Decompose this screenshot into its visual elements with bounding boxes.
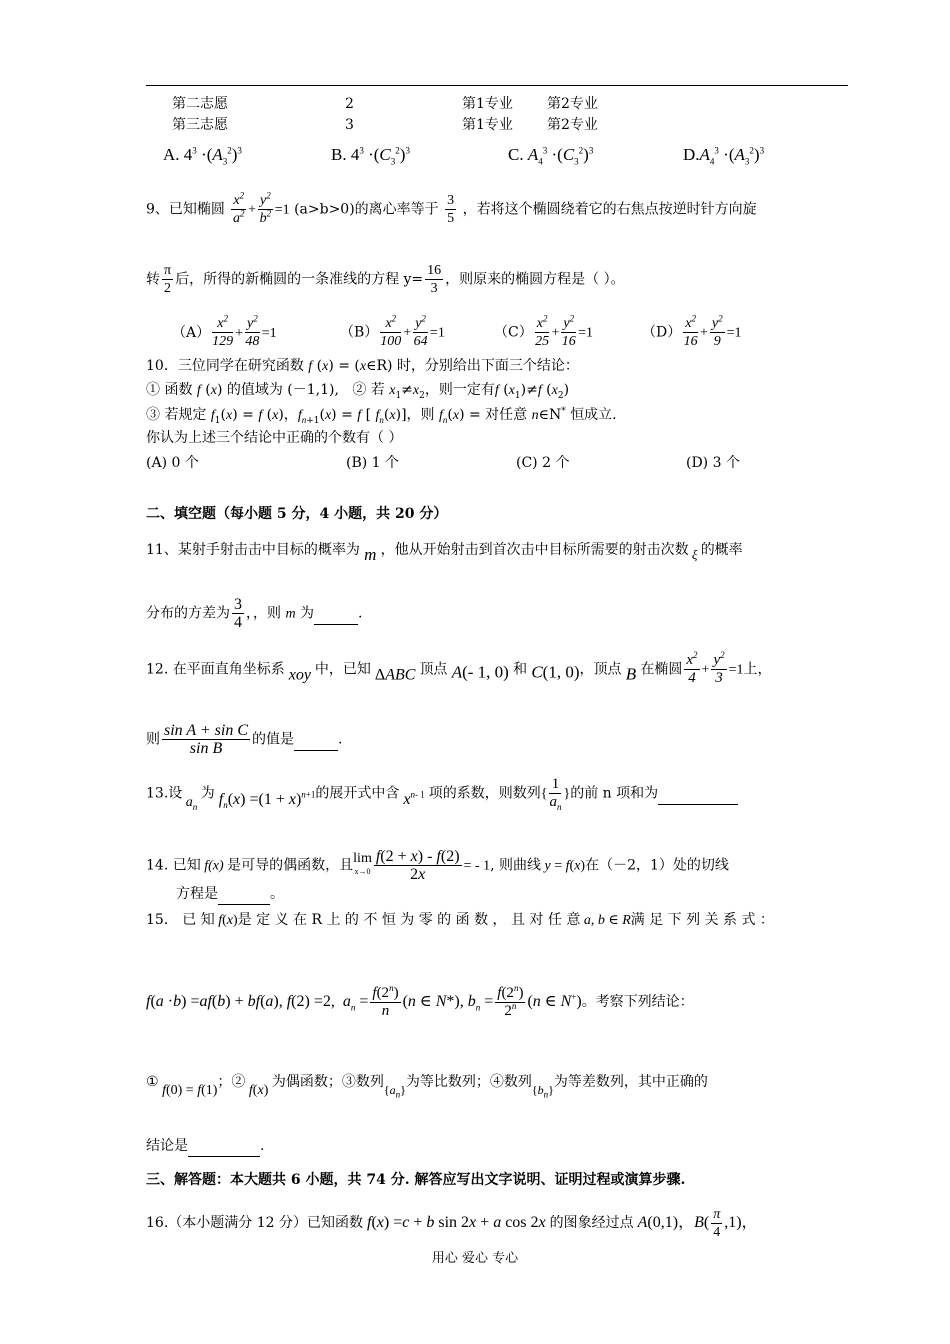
q10-question: 你认为上述三个结论中正确的个数有（ ）	[146, 430, 403, 446]
q8-option-d: $D.A_4^3 \cdot(A_3^2)^3$	[683, 145, 765, 167]
q14-line1: 14. 已知 f(x) 是可导的偶函数，且lim x→0 $\frac{f(2 + x) - f(2)}{2x}$ = - 1, 则曲线 y = f(x)在（－2，1）处的切线	[146, 848, 729, 883]
q14-text: , 则曲线	[490, 857, 541, 874]
q10-text: 10．三位同学在研究函数	[146, 358, 304, 374]
q15-text: 是 定 义 在 R 上 的 不 恒 为 零 的 函 数 ， 且 对 任 意	[237, 912, 581, 928]
q11-text: ，则	[253, 605, 281, 622]
q10-text: 的值域为 (－1,1),	[226, 382, 339, 398]
row-label: 第三志愿	[172, 117, 228, 133]
q11-text: 分布的方差为	[146, 605, 230, 622]
frac-x2-a2: $\frac{x^2}{a^2}$	[232, 190, 245, 226]
q16-text: 16.（本小题满分 12 分）已知函数	[146, 1215, 363, 1232]
q12-text: 上，	[743, 661, 772, 678]
q11-text: 11、某射手射击击中目标的概率为	[146, 542, 360, 558]
q12-line1: 12. 在平面直角坐标系 xoy 中，已知 ΔABC 顶点 A(- 1, 0) 和 C(1, 0)，顶点 B 在椭圆 $\frac{x^2}{4}$ + $\frac{y^2}{3}$ =1上，	[146, 650, 772, 686]
q13-text: 项的系数，则数列	[428, 785, 541, 802]
row-num: 2	[345, 96, 354, 112]
q15-conclusions: ① f(0) = f(1)；② f(x) 为偶函数；③数列$\{a_n\}$为等比数列；④数列$\{b_n\}$为等差数列，其中正确的	[146, 1074, 708, 1100]
frac-3-4: $\frac{3}{4}$	[234, 596, 242, 631]
frac-sin: $\frac{\text{sin A + sin C}}{\text{sin B}}$	[164, 722, 249, 757]
q15-text: 结论是	[146, 1138, 188, 1154]
q9-text: 9、已知椭圆	[146, 201, 225, 218]
row-num: 3	[345, 117, 354, 133]
q10-option-d: (D) 3 个	[686, 455, 740, 471]
q8-option-c: C. $A_4^3 \cdot(C_3^2)^3$	[508, 145, 594, 167]
q12-text: .	[338, 731, 343, 748]
q14-text: 。	[270, 886, 284, 902]
q15-text: .	[260, 1138, 265, 1154]
q8-option-a: A. $4^3 \cdot(A_3^2)^3$	[163, 145, 242, 167]
q10-option-c: (C) 2 个	[516, 455, 570, 471]
header-row-3	[172, 115, 598, 135]
q15-text: ①	[146, 1074, 159, 1090]
q14-text: 14. 已知	[146, 857, 201, 874]
q12-text: 中，已知	[314, 661, 371, 678]
answer-blank[interactable]	[294, 730, 338, 751]
answer-blank[interactable]	[314, 604, 358, 625]
frac-16-3: $\frac{16}{3}$	[427, 263, 442, 296]
q8-options	[163, 145, 765, 167]
q11-text: ，他从开始射击到首次击中目标所需要的射击次数	[380, 542, 689, 558]
q9-text: ，则原来的椭圆方程是（ ）。	[445, 271, 625, 288]
q12-text: 和	[513, 661, 528, 678]
frac-pi-2: $\frac{\pi}{2}$	[164, 263, 172, 296]
q15-text: 为等差数列，其中正确的	[553, 1074, 708, 1090]
q11-text: .	[358, 605, 363, 622]
answer-blank[interactable]	[218, 884, 270, 905]
q10-text: ③ 若规定	[146, 407, 207, 423]
q9-option-b: （B） $\frac{x^2}{100}$ + $\frac{y^2}{64}$ =1	[340, 313, 445, 349]
frac-y2-b2: $\frac{y^2}{b^2}$	[259, 190, 272, 226]
q11-text: 为	[300, 605, 315, 622]
q14-text: 是可导的偶函数，且	[227, 857, 354, 874]
q10-option-a: (A) 0 个	[146, 455, 199, 471]
row-label: 第二志愿	[172, 96, 228, 112]
q14-line2	[176, 884, 284, 905]
q9-text: 后，所得的新椭圆的一条准线的方程 y=	[175, 271, 424, 288]
q10-text: 时，分别给出下面三个结论：	[396, 358, 579, 374]
q10-text: 恒成立.	[570, 407, 617, 423]
q13-text: 为	[200, 785, 215, 802]
q11-text: 的概率	[700, 542, 743, 558]
q9-text: (a>b>0)的离心率等于	[294, 201, 439, 218]
q11-line1: 11、某射手射击击中目标的概率为 m ，他从开始射击到首次击中目标所需要的射击次数 ξ 的概率	[146, 542, 743, 564]
q13-text: 13.设	[146, 785, 183, 802]
q14-text: 在（－2，1）处的切线	[585, 857, 729, 874]
answer-blank[interactable]	[188, 1136, 260, 1157]
q12-text: 12. 在平面直角坐标系	[146, 661, 285, 678]
q11-line2: 分布的方差为 $\frac{3}{4}$ ，，则 m 为 .	[146, 596, 363, 631]
q16-line: 16.（本小题满分 12 分）已知函数 f(x) =c + b sin 2x + a cos 2x 的图象经过点 A(0,1)，B( $\frac{\pi}{4}$ ,1)，	[146, 1207, 758, 1240]
q10-options	[146, 453, 796, 473]
header-rule	[146, 85, 848, 86]
row-major1: 第1专业	[462, 117, 513, 133]
q13-text: 的展开式中含	[315, 785, 400, 802]
q9-option-d: （D） $\frac{x^2}{16}$ + $\frac{y^2}{9}$ =1	[642, 313, 742, 349]
q10-line1: 10．三位同学在研究函数 f (x) = (x∈R) 时，分别给出下面三个结论：	[146, 358, 579, 374]
q10-conclusion-1-2: ① 函数 f (x) 的值域为 (－1,1), ② 若 $x_1\ne x_2$，则一定有f $(x_1)\ne f$ $(x_2)$	[146, 382, 570, 401]
q10-text: ② 若	[352, 382, 385, 398]
q12-text: 的值是	[252, 731, 295, 748]
section-3-heading: 三、解答题：本大题共 6 小题，共 74 分. 解答应写出文字说明、证明过程或演算步骤.	[146, 1172, 686, 1188]
q15-line1: 15． 已 知 f(x)是 定 义 在 R 上 的 不 恒 为 零 的 函 数 ， 且 对 任 意 a, b ∈ R满 足 下 列 关 系 式 ：	[146, 912, 774, 928]
q10-conclusion-3: ③ 若规定 $f_1(x) = f$ (x)，$f_{n+1}(x) = f$ [ $f_n(x)$]，则 $f_n(x)$ = 对任意 n∈N* 恒成立.	[146, 406, 617, 426]
q12-text: 顶点	[419, 661, 448, 678]
row-major2: 第2专业	[547, 117, 598, 133]
q15-text: 满 足 下 列 关 系 式 ：	[630, 912, 774, 928]
q12-text: 在椭圆	[640, 661, 683, 678]
q9-option-a: （A） $\frac{x^2}{129}$ + $\frac{y^2}{48}$ =1	[172, 313, 277, 349]
q15-text: 为等比数列；④数列	[405, 1074, 532, 1090]
section-2-heading: 二、填空题（每小题 5 分，4 小题，共 20 分）	[146, 506, 448, 522]
q9-options	[172, 313, 742, 350]
q9-line1: 9、已知椭圆 $\frac{x^2}{a^2}$ + $\frac{y^2}{b^2}$ =1 (a>b>0)的离心率等于 $\frac{3}{5}$ ，若将这个椭圆绕着它的右焦点按逆时针方向旋	[146, 190, 757, 226]
q15-formula: f(a ·b) =af(b) + bf(a), f(2) =2, $a_n$ = $\frac{f(2^n)}{n}$ (n ∈ N*), $b_n$ = $\frac{f(2^n)}{2^n}$ (n ∈ N+)。考察下列结论：	[146, 983, 694, 1019]
frac-3-5: $\frac{3}{5}$	[447, 193, 455, 226]
q12-line2	[146, 722, 342, 757]
q12-text: 则	[146, 731, 160, 748]
row-major2: 第2专业	[547, 96, 598, 112]
answer-blank[interactable]	[658, 784, 738, 805]
q9-text: ，若将这个椭圆绕着它的右焦点按逆时针方向旋	[462, 201, 757, 218]
q16-text: 的图象经过点	[549, 1215, 634, 1232]
q10-text: ① 函数	[146, 382, 193, 398]
page-footer: 用心 爱心 专心	[431, 1251, 519, 1266]
q9-text: 转	[146, 271, 160, 288]
q9-option-c: （C） $\frac{x^2}{25}$ + $\frac{y^2}{16}$ =1	[494, 313, 593, 349]
q9-line2	[146, 262, 625, 297]
q13-text: 的前 n 项和为	[570, 785, 659, 802]
q13-line: 13.设 $a_n$ 为 $f_n(x) =(1 + x)^{n+1}$的展开式中含 $x^{n- 1}$ 项的系数，则数列{ $\frac{1}{a_n}$ }的前 n 项和为	[146, 776, 738, 813]
q15-last	[146, 1136, 264, 1157]
q15-text: ；②	[217, 1074, 246, 1090]
q14-text: 方程是	[176, 886, 218, 902]
q10-option-b: (B) 1 个	[346, 455, 400, 471]
q10-text: ，则一定有	[424, 382, 495, 398]
q15-text: 15． 已 知	[146, 912, 215, 928]
q15-text: 为偶函数；③数列	[271, 1074, 384, 1090]
q12-text: ，顶点	[579, 661, 622, 678]
header-row-2	[172, 94, 598, 114]
q15-text: 。考察下列结论：	[581, 994, 694, 1011]
q8-option-b: B. $4^3 \cdot(C_3^2)^3$	[331, 145, 410, 167]
row-major1: 第1专业	[462, 96, 513, 112]
